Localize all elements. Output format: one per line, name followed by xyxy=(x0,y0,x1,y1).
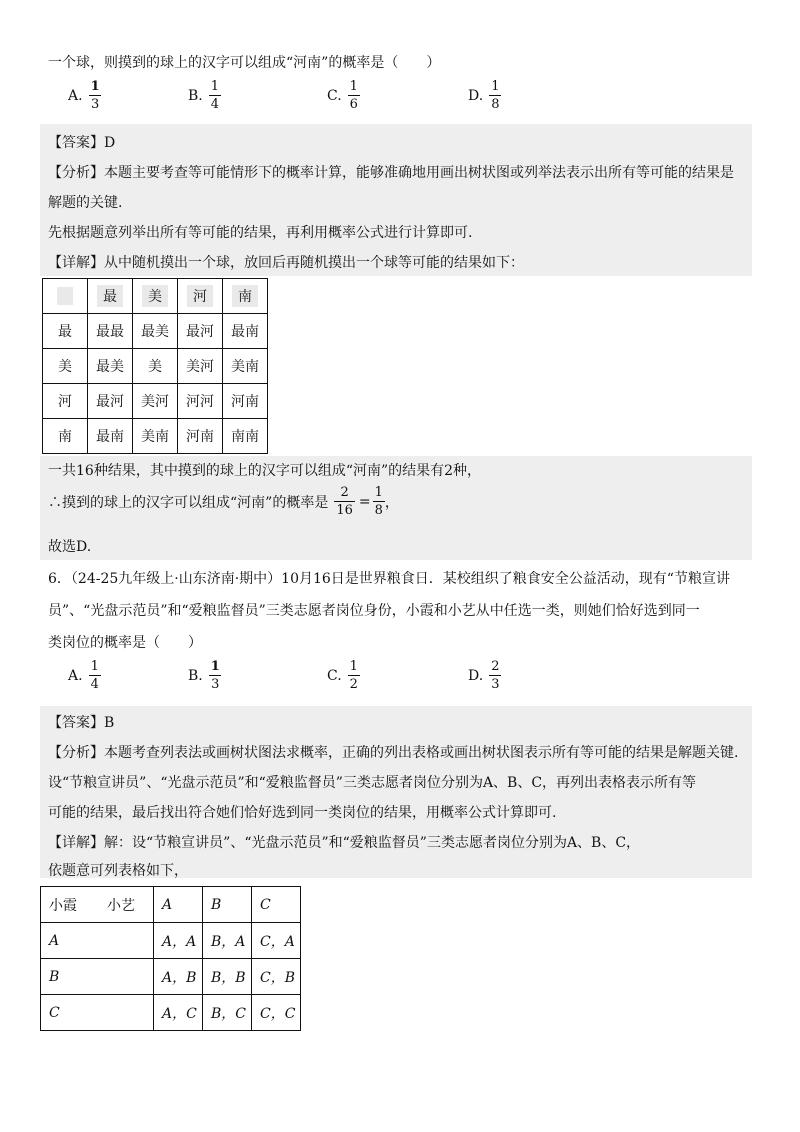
table-cell: B，A xyxy=(203,923,252,959)
q5-outcome-table xyxy=(42,278,268,454)
table-cell: 最南 xyxy=(88,419,133,454)
q5-detail: 【详解】从中随机摸出一个球，放回后再随机摸出一个球等可能的结果如下： xyxy=(48,255,524,271)
fraction: $\frac{1}{3}$ xyxy=(90,79,100,112)
table-cell: 最美 xyxy=(88,349,133,384)
q6-solution-shade xyxy=(40,706,752,878)
table-cell: B xyxy=(203,887,252,923)
table-cell: 最美 xyxy=(133,314,178,349)
table-cell: 河 xyxy=(43,384,88,419)
q6-option-a: A. $\frac{1}{4}$ xyxy=(68,659,99,692)
table-cell: B xyxy=(41,959,154,995)
q6-stem-line-3: 类岗位的概率是（ ） xyxy=(48,635,202,651)
table-cell: B，C xyxy=(203,995,252,1031)
table-cell xyxy=(43,279,88,314)
table-row xyxy=(43,419,268,454)
table-cell: 最河 xyxy=(88,384,133,419)
q6-answer: 【答案】B xyxy=(48,715,115,731)
q6-stem-line-2: 员”、“光盘示范员”和“爱粮监督员”三类志愿者岗位身份，小霞和小艺从中任选一类，则她们恰好选到同一 xyxy=(48,603,700,619)
table-cell: C xyxy=(41,995,154,1031)
fraction: $\frac{1}{3}$ xyxy=(210,659,220,692)
table-row xyxy=(41,923,301,959)
q6-analysis-3: 可能的结果，最后找出符合她们恰好选到同一类岗位的结果，用概率公式计算即可. xyxy=(48,805,557,821)
table-cell: A，C xyxy=(154,995,203,1031)
table-row xyxy=(41,995,301,1031)
fraction: $\frac{1}{4}$ xyxy=(210,79,220,112)
table-corner-cell: 小霞 小艺 xyxy=(41,887,154,923)
table-cell: 美 xyxy=(133,349,178,384)
q5-analysis-3: 先根据题意列举出所有等可能的结果，再利用概率公式进行计算即可. xyxy=(48,225,473,241)
q5-option-c: C. $\frac{1}{6}$ xyxy=(327,79,358,112)
table-cell: 河河 xyxy=(178,384,223,419)
fraction: $\frac{1}{4}$ xyxy=(90,659,99,692)
q5-analysis-1: 【分析】本题主要考查等可能情形下的概率计算，能够准确地用画出树状图或列举法表示出所有等可能的结果是 xyxy=(48,165,734,181)
table-cell: 最 xyxy=(88,279,133,314)
table-cell: 美 xyxy=(43,349,88,384)
table-cell: 美河 xyxy=(178,349,223,384)
fraction: $\frac{1}{8}$ xyxy=(491,79,500,112)
table-cell: 最河 xyxy=(178,314,223,349)
table-cell: C，C xyxy=(252,995,301,1031)
q6-analysis-2: 设“节粮宣讲员”、“光盘示范员”和“爱粮监督员”三类志愿者岗位分别为A、B、C，再列出表格表示所有等 xyxy=(48,775,697,791)
q5-stem-tail: 一个球，则摸到的球上的汉字可以组成“河南”的概率是（ ） xyxy=(48,55,441,71)
q6-detail-2: 依题意可列表格如下， xyxy=(48,863,188,879)
table-cell: C，A xyxy=(252,923,301,959)
q5-conclusion-2: ∴摸到的球上的汉字可以组成“河南”的概率是 $\frac{2}{16}$ = $\frac{1}{8}$ ， xyxy=(48,485,399,518)
table-row xyxy=(43,384,268,419)
q5-answer: 【答案】D xyxy=(48,135,116,151)
table-cell: C，B xyxy=(252,959,301,995)
table-cell: 美南 xyxy=(223,349,268,384)
table-cell: 最南 xyxy=(223,314,268,349)
fraction: $\frac{2}{16}$ xyxy=(336,485,353,518)
table-cell: A xyxy=(154,887,203,923)
table-cell: 南 xyxy=(223,279,268,314)
q6-option-b: B. $\frac{1}{3}$ xyxy=(188,659,220,692)
q5-choose: 故选D. xyxy=(48,539,92,555)
table-cell: A，B xyxy=(154,959,203,995)
q6-detail-1: 【详解】解：设“节粮宣讲员”、“光盘示范员”和“爱粮监督员”三类志愿者岗位分别为A、B、C， xyxy=(48,835,641,851)
table-cell: C xyxy=(252,887,301,923)
q5-analysis-2: 解题的关键. xyxy=(48,195,123,211)
table-row xyxy=(43,349,268,384)
table-cell: 最最 xyxy=(88,314,133,349)
q6-analysis-1: 【分析】本题考查列表法或画树状图法求概率，正确的列出表格或画出树状图表示所有等可能的结果是解题关键. xyxy=(48,745,739,761)
table-cell: 南 xyxy=(43,419,88,454)
table-cell: B，B xyxy=(203,959,252,995)
q6-option-d: D. $\frac{2}{3}$ xyxy=(468,659,500,692)
table-cell: A，A xyxy=(154,923,203,959)
fraction: $\frac{2}{3}$ xyxy=(491,659,500,692)
table-cell: A xyxy=(41,923,154,959)
table-cell: 美 xyxy=(133,279,178,314)
table-cell: 美河 xyxy=(133,384,178,419)
table-cell: 南南 xyxy=(223,419,268,454)
table-row xyxy=(41,959,301,995)
fraction: $\frac{1}{6}$ xyxy=(349,79,358,112)
table-cell: 美南 xyxy=(133,419,178,454)
table-cell: 河南 xyxy=(223,384,268,419)
table-cell: 最 xyxy=(43,314,88,349)
q5-option-d: D. $\frac{1}{8}$ xyxy=(468,79,500,112)
table-row xyxy=(43,314,268,349)
table-row xyxy=(41,887,301,923)
q5-option-a: A. $\frac{1}{3}$ xyxy=(68,79,100,112)
table-cell: 河南 xyxy=(178,419,223,454)
fraction: $\frac{1}{2}$ xyxy=(349,659,358,692)
table-row xyxy=(43,279,268,314)
table-cell: 河 xyxy=(178,279,223,314)
q5-option-b: B. $\frac{1}{4}$ xyxy=(188,79,220,112)
q6-option-c: C. $\frac{1}{2}$ xyxy=(327,659,358,692)
q5-conclusion-1: 一共16种结果，其中摸到的球上的汉字可以组成“河南”的结果有2种， xyxy=(48,463,482,479)
q6-stem-line-1: 6．（24-25九年级上·山东济南·期中）10月16日是世界粮食日．某校组织了粮食安全公益活动，现有“节粮宣讲 xyxy=(48,571,730,587)
fraction: $\frac{1}{8}$ xyxy=(374,485,383,518)
q6-outcome-table xyxy=(40,886,301,1031)
